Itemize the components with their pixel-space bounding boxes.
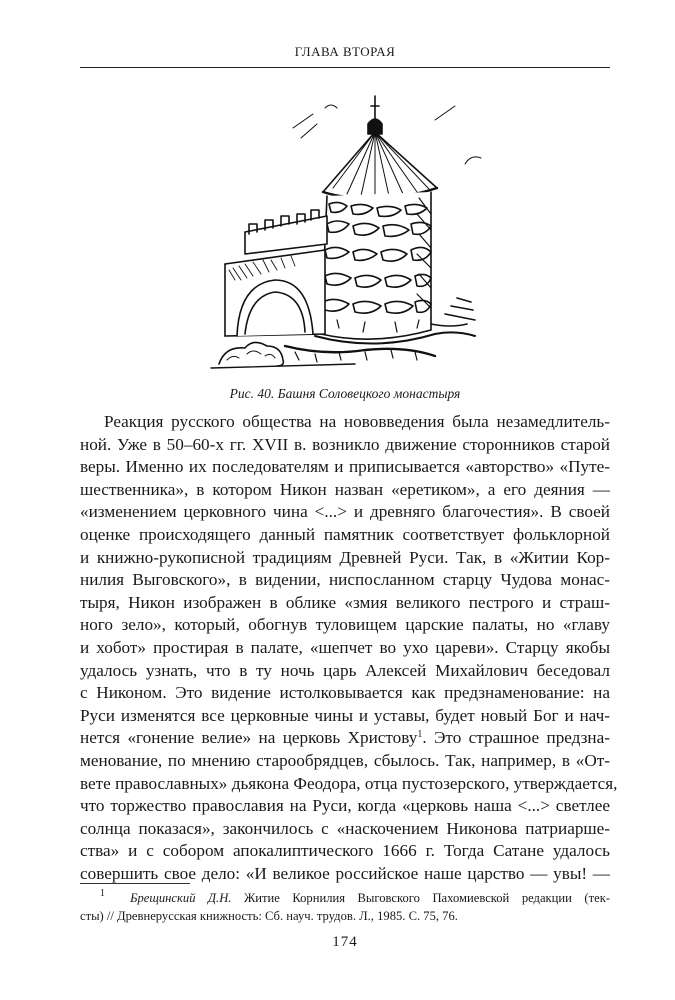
text-line: что торжество православия на Руси, когда «церковь наша <...> светлее [80,796,610,816]
text-line: менование, по мнению старообрядцев, сбылось. Так, например, в «От- [80,750,610,770]
text-line: «изменением церковного чина <...> и древняго благочестия». В своей [80,502,610,522]
footnote-line: сты) // Древнерусская книжность: Сб. науч. трудов. Л., 1985. С. 75, 76. [80,909,458,923]
footnote-rule [80,883,190,884]
text-line: нилия Выговского», в видении, ниспосланном старцу Чудова монас- [80,570,610,590]
text-line: совершить свое дело: «И великое российское наше царство — увы! — [80,863,610,883]
text-line: и хобот» простирая в палате, «шепчет во ухо цареви». Старцу якобы [80,637,610,657]
footnote-marker: 1 [100,888,105,899]
page-number: 174 [332,934,358,950]
text-fragment: нется «гонение велие» на церковь Христову [80,728,418,748]
text-line: оценке происходящего данный памятник соответствует фольклорной [80,524,610,544]
text-line: ного зело», который, обогнув туловищем царские палаты, но «главу [80,615,610,635]
tower-illustration [205,84,495,374]
header-rule [80,67,610,68]
text-fragment: . Это страшное предзна- [422,728,610,748]
footnote-reference[interactable]: 1 [417,729,423,741]
text-line-with-footnote [80,727,610,750]
text-line: веры. Именно их последователям и приписывается «авторство» «Путе- [80,457,610,477]
footnote [80,889,610,925]
text-line: солнца показася», закончилось с «наскочением Никонова патриарше- [80,818,610,838]
figure-caption: Рис. 40. Башня Соловецкого монастыря [229,386,461,401]
main-text [80,411,618,885]
text-line: вете православных» дьякона Феодора, отца пустозерского, утверждается, [80,773,618,793]
text-line: шественника», в котором Никон назван «еретиком», а его деяния — [80,479,610,499]
text-line: Реакция русского общества на нововведения была незамедлитель- [104,412,610,431]
text-line: Руси изменятся все церковные чины и уставы, будет новый Бог и нач- [80,705,610,725]
footnote-line [80,889,610,907]
text-line: и книжно-рукописной традициям Древней Руси. Так, в «Житии Кор- [80,547,610,567]
text-line: с Никоном. Это видение истолковывается как предзнаменование: на [80,683,610,703]
text-line: тыря, Никон изображен в облике «змия великого пестрого и страш- [80,592,610,612]
running-title: ГЛАВА ВТОРАЯ [294,44,396,59]
text-line: удалось узнать, что в ту ночь царь Алексей Михайлович беседовал [80,660,610,680]
footnote-author: Брещинский Д.Н. [130,891,232,905]
text-line: ства» и с собором апокалиптического 1666 г. Тогда Сатане удалось [80,841,610,861]
footnote-text: Житие Корнилия Выговского Пахомиевской редакции (тек- [231,891,611,905]
text-line: ной. Уже в 50–60-х гг. XVII в. возникло движение сторонников старой [80,434,610,454]
